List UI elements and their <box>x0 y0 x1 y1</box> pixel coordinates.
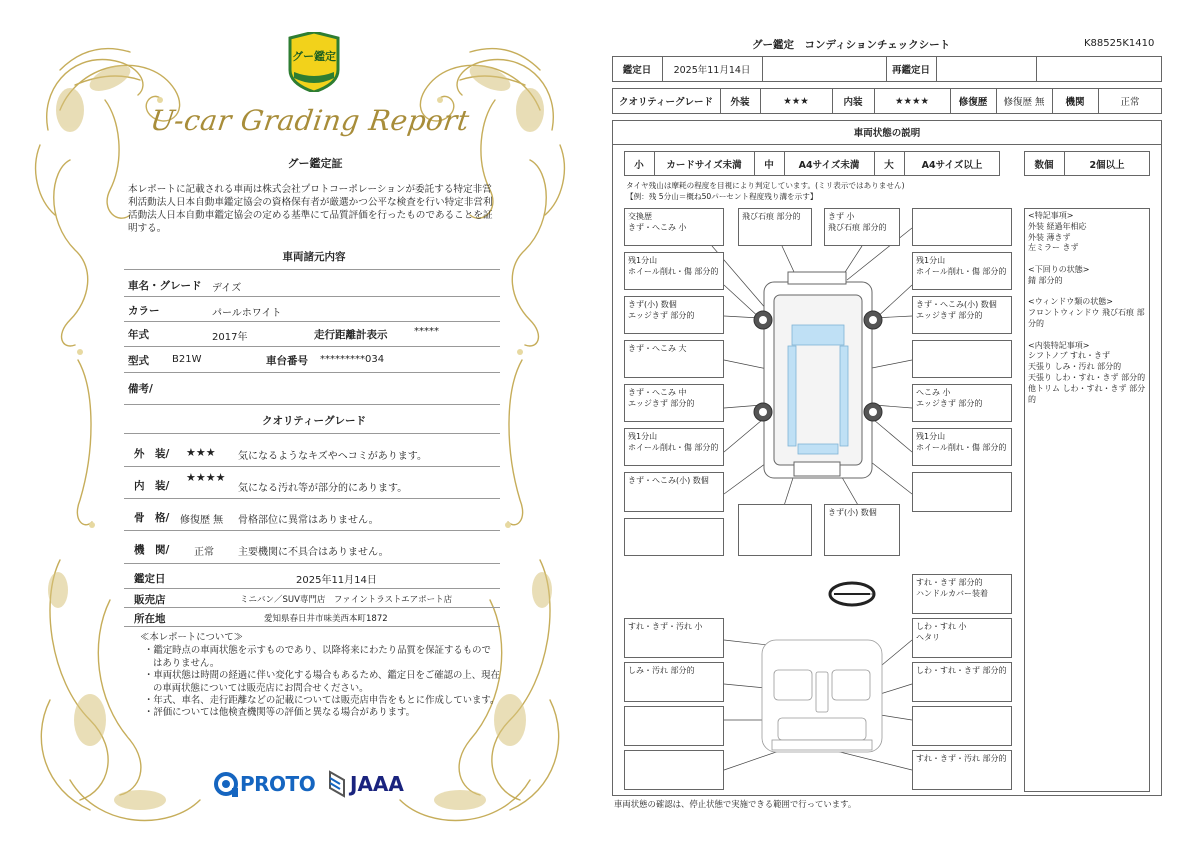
proto-logo-icon <box>214 772 240 798</box>
badge-label: グー鑑定 <box>292 50 336 63</box>
divider <box>124 498 500 499</box>
callout-front-center: 飛び石痕 部分的 <box>738 208 812 246</box>
divider <box>124 626 500 627</box>
grade-frame-label: 骨 格/ <box>134 512 170 524</box>
callout-right-5: 残1分山 ホイール削れ・傷 部分的 <box>912 428 1012 466</box>
divider <box>124 269 500 270</box>
appraisal-date-label: 鑑定日 <box>134 573 166 585</box>
callout-front-right: きず 小 飛び石痕 部分的 <box>824 208 900 246</box>
callout-empty <box>624 750 724 790</box>
legend-count-desc: 2個以上 <box>1089 159 1125 171</box>
note-line: 外装 薄きず <box>1028 232 1071 242</box>
note-item: ・年式、車名、走行距離などの記載については販売店申告をもとに作成しています。 <box>144 695 500 707</box>
divider <box>124 607 500 608</box>
chassis-value: *********034 <box>320 354 385 365</box>
grade-interior-desc: 気になる汚れ等が部分的にあります。 <box>238 483 408 494</box>
interior-label: 内装 <box>843 97 863 108</box>
note-line <box>1028 330 1146 341</box>
grade-exterior-desc: 気になるようなキズやヘコミがあります。 <box>238 451 427 462</box>
date-value: 2025年11月14日 <box>673 65 751 76</box>
appraisal-date-value: 2025年11月14日 <box>296 575 377 586</box>
exterior-label: 外装 <box>730 97 750 108</box>
address-label: 所在地 <box>134 613 166 625</box>
certificate-subtitle: グー鑑定証 <box>287 157 343 170</box>
divider <box>124 588 500 589</box>
notes-title: ≪本レポートについて≫ <box>140 632 243 643</box>
sheet-title: グー鑑定 コンディションチェックシート <box>752 39 951 51</box>
note-line: 錆 部分的 <box>1028 275 1063 285</box>
callout-steering: すれ・きず 部分的 ハンドルカバー装着 <box>912 574 1012 614</box>
chassis-label: 車台番号 <box>266 355 308 367</box>
note-line: 天張り しみ・汚れ 部分的 <box>1028 362 1122 372</box>
note-line: <下回りの状態> <box>1028 264 1090 274</box>
proto-logo-text: PROTO <box>240 772 316 796</box>
grade-frame-desc: 骨格部位に異常はありません。 <box>238 515 379 526</box>
legend-small-desc: カードサイズ未満 <box>666 159 742 171</box>
year-value: 2017年 <box>212 332 248 343</box>
engine-value: 正常 <box>1120 97 1140 108</box>
car-name-value: デイズ <box>212 283 242 294</box>
callout-left-4: きず・へこみ 中 エッジきず 部分的 <box>624 384 724 422</box>
grade-interior-label: 内 装/ <box>134 480 170 492</box>
repair-label: 修復歴 <box>958 97 988 108</box>
note-line <box>1028 254 1146 265</box>
legend-large-desc: A4サイズ以上 <box>921 159 983 171</box>
callout-empty <box>624 706 724 746</box>
car-name-label: 車名・グレード <box>128 280 202 292</box>
model-label: 型式 <box>128 355 149 367</box>
note-line: シフトノブ すれ・きず <box>1028 351 1111 361</box>
condition-title: 車両状態の説明 <box>853 128 921 139</box>
note-line: 他トリム しわ・すれ・きず 部分的 <box>1028 383 1146 404</box>
note-line: 左ミラー きず <box>1028 243 1079 253</box>
dealer-value: ミニバン／SUV専門店 ファイントラストエアポート店 <box>240 595 453 605</box>
callout-interior-1: すれ・きず・汚れ 小 <box>624 618 724 658</box>
callout-left-5: 残1分山 ホイール削れ・傷 部分的 <box>624 428 724 466</box>
grade-engine-value: 正常 <box>194 547 214 558</box>
tire-example: 【例：残 5分山＝概ね50パーセント程度残り溝を示す】 <box>626 192 818 201</box>
engine-label: 機関 <box>1065 97 1085 108</box>
jaaa-logo-icon <box>326 770 348 798</box>
dealer-label: 販売店 <box>134 594 166 606</box>
note-item: ・鑑定時点の車両状態を示すものであり、以降将来にわたり品質を保証するものではありません。 <box>144 645 491 669</box>
color-label: カラー <box>128 305 160 317</box>
callout-left-3: きず・へこみ 大 <box>624 340 724 378</box>
grade-frame-value: 修復歴 無 <box>180 515 224 526</box>
script-title: U-car Grading Report <box>148 104 472 137</box>
divider <box>124 346 500 347</box>
callout-interior-3: しみ・汚れ 部分的 <box>624 662 724 702</box>
callout-rear: きず(小) 数個 <box>824 504 900 556</box>
steering-wheel-icon <box>830 583 874 605</box>
callout-left-6: きず・へこみ(小) 数個 <box>624 472 724 512</box>
condition-check-sheet <box>612 0 1164 848</box>
spec-section-title: 車両諸元内容 <box>282 251 346 263</box>
jaaa-logo-text: JAAA <box>350 772 404 796</box>
callout-empty <box>912 208 1012 246</box>
remarks-label: 備考/ <box>128 383 153 395</box>
model-value: B21W <box>172 354 202 365</box>
tire-note: タイヤ残山は摩耗の程度を目視により判定しています。(ミリ表示ではありません) <box>626 181 905 190</box>
note-line: フロントウィンドウ 飛び石痕 部分的 <box>1028 308 1145 328</box>
repair-value: 修復歴 無 <box>1003 97 1045 108</box>
divider <box>124 321 500 322</box>
grade-engine-label: 機 関/ <box>134 544 170 556</box>
divider <box>124 563 500 564</box>
note-line: <特記事項> <box>1028 211 1074 220</box>
callout-empty <box>912 472 1012 512</box>
divider <box>124 530 500 531</box>
callout-right-4: へこみ 小 エッジきず 部分的 <box>912 384 1012 422</box>
callout-empty <box>912 706 1012 746</box>
callout-front-left: 交換歴 きず・へこみ 小 <box>624 208 724 246</box>
note-line: <内装特記事項> <box>1028 340 1090 350</box>
divider <box>124 296 500 297</box>
callout-empty <box>912 340 1012 378</box>
note-line: 天張り しわ・すれ・きず 部分的 <box>1028 372 1146 382</box>
note-line <box>1028 287 1146 298</box>
callout-interior-2: しわ・すれ 小 ヘタリ <box>912 618 1012 658</box>
callout-left-1: 残1分山 ホイール削れ・傷 部分的 <box>624 252 724 290</box>
grade-engine-desc: 主要機関に不具合はありません。 <box>238 547 389 558</box>
date-label: 鑑定日 <box>622 65 652 76</box>
legend-large: 大 <box>884 159 894 171</box>
grade-exterior-label: 外 装/ <box>134 448 170 460</box>
note-line: 外装 経過年相応 <box>1028 221 1087 231</box>
callout-interior-4: しわ・すれ・きず 部分的 <box>912 662 1012 702</box>
address-value: 愛知県春日井市味美西本町1872 <box>264 614 388 624</box>
grade-section-title: クオリティーグレード <box>262 415 366 427</box>
legend-medium-desc: A4サイズ未満 <box>798 159 860 171</box>
grade-interior-stars: ★★★★ <box>186 471 226 484</box>
callout-empty <box>624 518 724 556</box>
legend-small: 小 <box>634 159 644 171</box>
sheet-code: K88525K1410 <box>1084 38 1155 49</box>
divider <box>124 372 500 373</box>
callout-empty <box>738 504 812 556</box>
legend-medium: 中 <box>764 159 774 171</box>
year-label: 年式 <box>128 329 149 341</box>
divider <box>124 404 500 405</box>
callout-right-2: きず・へこみ(小) 数個 エッジきず 部分的 <box>912 296 1012 334</box>
sheet-footer: 車両状態の確認は、停止状態で実施できる範囲で行っています。 <box>614 799 857 809</box>
callout-left-2: きず(小) 数個 エッジきず 部分的 <box>624 296 724 334</box>
note-line: <ウィンドウ類の状態> <box>1028 297 1113 307</box>
legend-count: 数個 <box>1034 159 1054 171</box>
note-item: ・車両状態は時間の経過に伴い変化する場合もあるため、鑑定日をご確認の上、現在の車両状態については販売店にお問合せください。 <box>144 670 500 694</box>
divider <box>124 433 500 434</box>
note-item: ・評価については他検査機関等の評価と異なる場合があります。 <box>144 707 415 719</box>
report-notes <box>140 632 500 720</box>
exterior-stars: ★★★ <box>783 95 809 107</box>
special-notes-panel <box>1024 208 1150 792</box>
callout-interior-5: すれ・きず・汚れ 部分的 <box>912 750 1012 790</box>
grade-exterior-stars: ★★★ <box>186 446 216 459</box>
redate-label: 再鑑定日 <box>891 65 930 76</box>
interior-stars: ★★★★ <box>894 95 930 107</box>
color-value: パールホワイト <box>212 308 282 319</box>
certificate-intro: 本レポートに記載される車両は株式会社プロトコーポレーションが委託する特定非営利活動法人日本自動車鑑定協会の資格保有者が厳選かつ公平な検査を行い特定非営利活動法人日本自動車鑑定協会の定める基準にて品質評価を行ったものであることを証明する。 <box>128 184 493 234</box>
callout-right-1: 残1分山 ホイール削れ・傷 部分的 <box>912 252 1012 290</box>
mileage-label: 走行距離計表示 <box>314 329 388 341</box>
mileage-value: ***** <box>414 326 439 337</box>
grade-label: クオリティーグレード <box>618 97 714 108</box>
divider <box>124 466 500 467</box>
